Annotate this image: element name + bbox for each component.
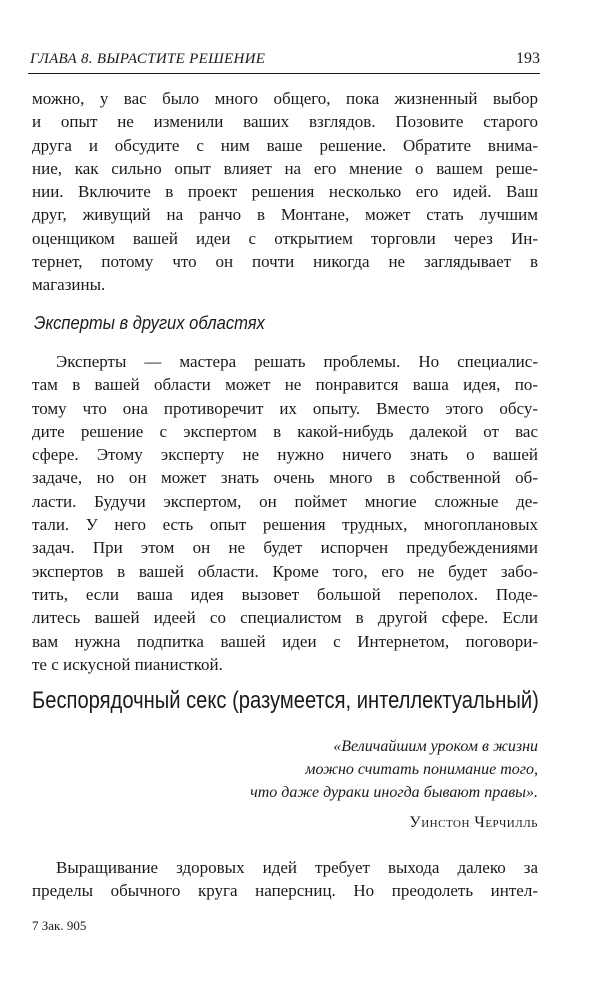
text-line: Выращивание здоровых идей требует выхода далеко за — [56, 858, 538, 877]
text-line: друг, живущий на ранчо в Монтане, может стать лучшим — [32, 205, 538, 225]
text-line: экспертов в вашей области. Кроме того, его не будет забо- — [32, 561, 538, 581]
paragraph-3 — [32, 856, 538, 903]
text-line: оценщиком вашей идеи с открытием торговли через Ин- — [32, 228, 538, 248]
text-line: задач. При этом он не будет испорчен предубеждениями — [32, 538, 538, 558]
text-line: нии. Включите в проект решения несколько его идей. Ваш — [32, 182, 538, 202]
text-line: дите решение с экспертом в какой-нибудь далекой от вас — [32, 421, 538, 441]
paragraph-2 — [32, 350, 538, 676]
page-number: 193 — [516, 50, 540, 67]
page-header — [28, 43, 540, 74]
printing-signature: 7 Зак. 905 — [32, 918, 87, 933]
text-line: сфере. Этому эксперту не нужно ничего знать о вашей — [32, 445, 538, 465]
text-line: задаче, но он может знать очень много в собственной об- — [32, 468, 538, 488]
text-line: ние, как сильно опыт влияет на его мнение о вашем реше- — [32, 158, 538, 178]
running-head: ГЛАВА 8. ВЫРАСТИТЕ РЕШЕНИЕ — [30, 51, 266, 67]
text-line: там в вашей области может не понравится ваша идея, по- — [32, 375, 538, 395]
text-line: можно, у вас было много общего, пока жизненный выбор — [32, 89, 538, 108]
text-line: Эксперты — мастера решать проблемы. Но специалис- — [56, 352, 538, 371]
epigraph-line: можно считать понимание того, — [305, 761, 538, 778]
text-line: тали. У него есть опыт решения трудных, многоплановых — [32, 515, 538, 535]
paragraph-1 — [32, 87, 538, 297]
text-line: тить, если ваша идея вызовет большой переполох. Поде- — [32, 584, 538, 604]
epigraph-author: Уинстон Черчилль — [409, 814, 538, 831]
text-line: ласти. Будучи экспертом, он поймет многие сложные де- — [32, 491, 538, 511]
text-line: вам нужна подпитка вашей идеи с Интернетом, поговори- — [32, 631, 538, 651]
text-line: друга и обсудите с ним ваше решение. Обратите внима- — [32, 135, 538, 155]
epigraph — [250, 735, 538, 804]
text-line: те с искусной пианисткой. — [32, 654, 223, 674]
epigraph-line: что даже дураки иногда бывают правы». — [250, 784, 538, 801]
text-line: тому что она противоречит их опыту. Вместо этого обсу- — [32, 398, 538, 418]
text-line: магазины. — [32, 275, 106, 295]
text-line: и опыт не изменили ваших взглядов. Позовите старого — [32, 112, 538, 132]
section-title: Беспорядочный секс (разумеется, интеллектуальный) — [32, 687, 539, 714]
epigraph-line: «Величайшим уроком в жизни — [333, 738, 538, 755]
text-line: тернет, потому что он почти никогда не заглядывает в — [32, 252, 538, 272]
text-line: пределы обычного круга наперсниц. Но преодолеть интел- — [32, 881, 538, 901]
subheading: Эксперты в других областях — [34, 313, 265, 333]
text-line: литесь вашей идеей со специалистом в другой сфере. Если — [32, 608, 538, 628]
